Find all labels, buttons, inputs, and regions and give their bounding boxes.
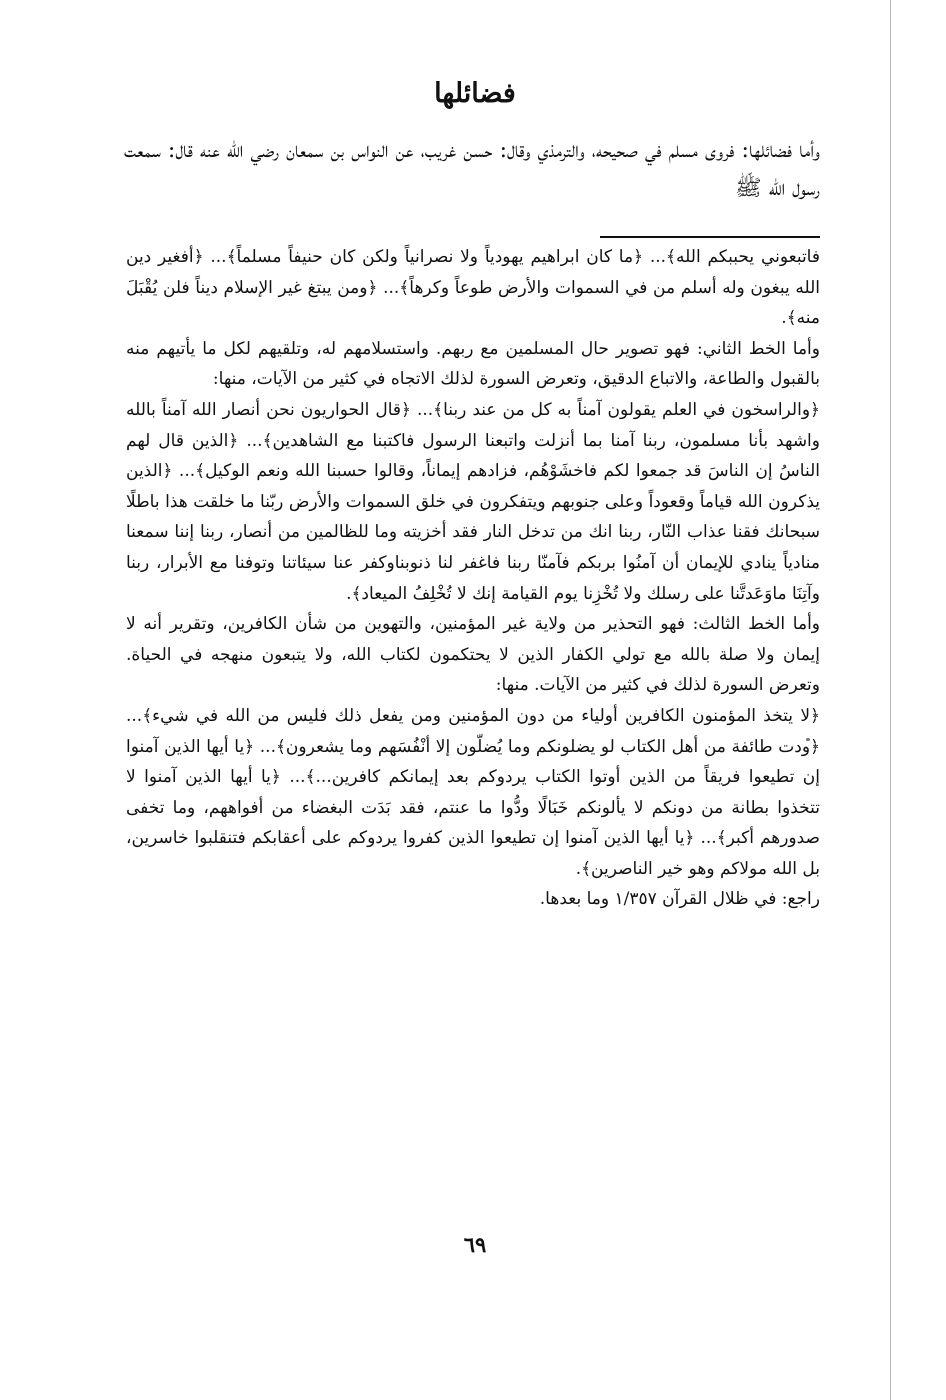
footnote-paragraph: ﴿لا يتخذ المؤمنون الكافرين أولياء من دون المؤمنين ومن يفعل ذلك فليس من الله في شيء﴾... ﴿ودت طائفة من أهل الكتاب لو يضلونكم وما يُضلّون إلا أنْفُسَهم وما يشعرون﴾... ﴿يا أيها الذين آمنوا إن تطيعوا فريقاً من الذين أوتوا الكتاب يردوكم بعد إيمانكم كافرين...﴾... ﴿يا أيها الذين آمنوا لا تتخذوا بطانة من دونكم لا يألونكم خَبَالًا ودُّوا ما عنتم، فقد بَدَت البغضاء من أفواههم، وما تخفى صدورهم أكبر﴾... ﴿يا أيها الذين آمنوا إن تطيعوا الذين كفروا يردوكم على أعقابكم فتنقلبوا خاسرين، بل الله مولاكم وهو خير الناصرين﴾. xyxy=(126,705,820,879)
page-binding-edge xyxy=(890,0,891,1400)
footnote-paragraph: فاتبعوني يحببكم الله﴾... ﴿ما كان ابراهيم يهودياً ولا نصرانياً ولكن كان حنيفاً مسلماً﴾... ﴿أفغير دين الله يبغون وله أسلم من في السموات والأرض طوعاً وكرهاً﴾... ﴿ومن يبتغ غير الإسلام ديناً فلن يُقْبَلَ منه﴾. xyxy=(126,247,820,329)
footnote-paragraph: ﴿والراسخون في العلم يقولون آمناً به كل من عند ربنا﴾... ﴿قال الحواريون نحن أنصار الله آمناً بالله واشهد بأنا مسلمون، ربنا آمنا بما أنزلت واتبعنا الرسول فاكتبنا مع الشاهدين﴾... ﴿الذين قال لهم الناسُ إن الناسَ قد جمعوا لكم فاخشَوْهُم، فزادهم إيماناً، وقالوا حسبنا الله ونعم الوكيل﴾... ﴿الذين يذكرون الله قياماً وقعوداً وعلى جنوبهم ويتفكرون في خلق السموات والأرض ربّنا ما خلقت هذا باطلًا سبحانك فقنا عذاب النّار، ربنا انك من تدخل النار فقد أخزيته وما للظالمين من أنصار، ربنا إننا سمعنا منادياً ينادي للإيمان أن آمنُوا بربكم فآمنّا ربنا فاغفر لنا ذنوبناوكفر عنا سيئاتنا وتوفنا مع الأبرار، ربنا وآتِنَا ماوَعَدتَّنا على رسلك ولا تُخْزِنا يوم القيامة إنك لا تُخْلِفُ الميعاد﴾. xyxy=(126,399,820,604)
main-paragraph: وأما فضائلها: فروى مسلم في صحيحه، والترمذي وقال: حسن غريب، عن النواس بن سمعان رضي الله عنه قال: سمعت رسول الله ﷺ xyxy=(124,138,820,201)
page-number: ٦٩ xyxy=(463,1232,487,1257)
footnotes-block xyxy=(126,242,820,915)
footnote-reference: راجع: في ظلال القرآن ١/٣٥٧ وما بعدها. xyxy=(539,889,820,910)
footnote-paragraph: وأما الخط الثاني: فهو تصوير حال المسلمين مع ربهم. واستسلامهم له، وتلقيهم لكل ما يأتيهم منه بالقبول والطاعة، والاتباع الدقيق، وتعرض السورة لذلك الاتجاه في كثير من الآيات، منها: xyxy=(126,338,820,390)
section-title: فضائلها xyxy=(434,78,516,109)
footnote-paragraph: وأما الخط الثالث: فهو التحذير من ولاية غير المؤمنين، والتهوين من شأن الكافرين، وتقرير أنه لا إيمان ولا صلة بالله مع تولي الكفار الذين لا يحتكمون لكتاب الله، ولا يتبعون منهجه في الحياة. وتعرض السورة لذلك في كثير من الآيات. منها: xyxy=(126,614,820,696)
footnote-separator xyxy=(600,236,820,238)
